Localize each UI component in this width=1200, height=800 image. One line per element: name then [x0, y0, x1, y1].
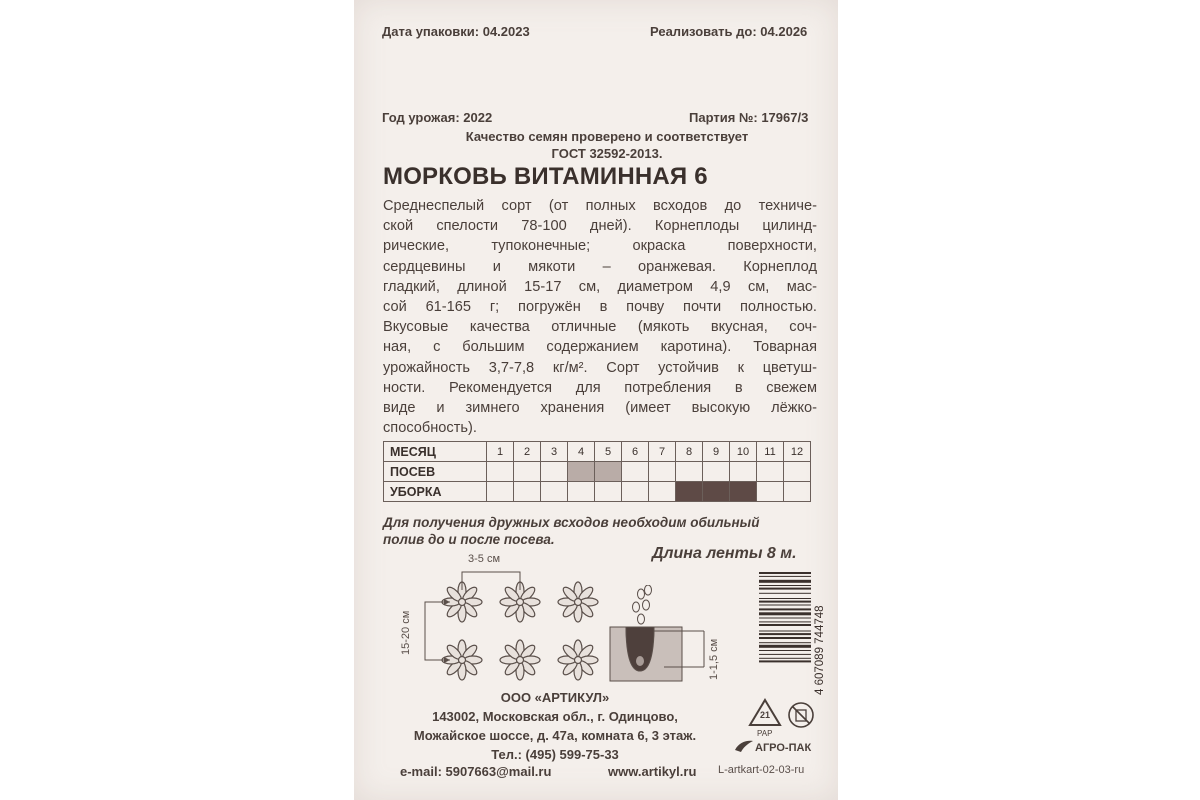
description-line: Вкусовые качества отличные (мякоть вкусная, соч- — [383, 319, 817, 336]
description-line: способность). — [383, 420, 477, 437]
sowing-month-cell — [784, 462, 811, 482]
watering-note-line2: полив до и после посева. — [383, 532, 555, 547]
plant-icon — [558, 582, 598, 622]
sowing-month-cell — [487, 462, 514, 482]
calendar-harvest-row — [384, 482, 811, 502]
harvest-year: Год урожая: 2022 — [382, 110, 493, 125]
month-cell: 9 — [703, 442, 730, 462]
sowing-month-cell — [568, 462, 595, 482]
description-line: ской спелости 78-100 дней). Корнеплоды цилинд- — [383, 218, 817, 235]
sowing-month-cell — [514, 462, 541, 482]
month-cell: 11 — [757, 442, 784, 462]
barcode-digits: 4 607089 744748 — [814, 605, 826, 695]
description-line: гладкий, длиной 15-17 см, диаметром 4,9 см, мас- — [383, 278, 817, 295]
harvest-header: УБОРКА — [384, 482, 487, 502]
company-website: www.artikyl.ru — [608, 764, 697, 779]
barcode-bar — [759, 588, 811, 590]
month-cell: 6 — [622, 442, 649, 462]
row-spacing-label: 15-20 см — [400, 610, 412, 655]
barcode-bar — [759, 572, 811, 574]
month-cell: 4 — [568, 442, 595, 462]
sowing-calendar — [383, 441, 811, 502]
month-cell: 10 — [730, 442, 757, 462]
harvest-month-cell — [703, 482, 730, 502]
company-address-line1: 143002, Московская обл., г. Одинцово, — [432, 709, 678, 724]
recycle-code: PAP — [757, 729, 773, 738]
barcode-bar — [759, 645, 811, 648]
barcode-bar — [759, 576, 811, 577]
barcode-bar — [759, 608, 811, 610]
description-line: виде и зимнего хранения (имеет высокую лёжко- — [383, 399, 817, 416]
harvest-month-cell — [595, 482, 622, 502]
pack-date: Дата упаковки: 04.2023 — [382, 24, 530, 39]
barcode-bar — [759, 624, 811, 626]
article-code: L-artkart-02-03-ru — [718, 764, 805, 776]
company-phone: Тел.: (495) 599-75-33 — [491, 747, 619, 762]
month-header: МЕСЯЦ — [384, 442, 487, 462]
planting-scheme-diagram — [395, 550, 625, 690]
harvest-month-cell — [676, 482, 703, 502]
agro-pak-label: АГРО-ПАК — [755, 742, 812, 754]
sowing-month-cell — [541, 462, 568, 482]
harvest-month-cell — [757, 482, 784, 502]
sowing-month-cell — [649, 462, 676, 482]
month-cell: 2 — [514, 442, 541, 462]
barcode-bar — [759, 658, 811, 659]
sowing-month-cell — [595, 462, 622, 482]
harvest-month-cell — [784, 482, 811, 502]
month-cell: 1 — [487, 442, 514, 462]
harvest-month-cell — [649, 482, 676, 502]
plant-icon — [558, 640, 598, 680]
sowing-month-cell — [703, 462, 730, 482]
barcode-bar — [759, 654, 811, 655]
description-line: ности. Рекомендуется для потребления в свежем — [383, 379, 817, 396]
sowing-month-cell — [757, 462, 784, 482]
quality-statement-line2: ГОСТ 32592-2013. — [551, 146, 663, 161]
calendar-sowing-row — [384, 462, 811, 482]
harvest-month-cell — [541, 482, 568, 502]
barcode-bar — [759, 601, 811, 603]
company-address-line2: Можайское шоссе, д. 47а, комната 6, 3 этаж. — [413, 728, 697, 743]
sowing-month-cell — [622, 462, 649, 482]
harvest-month-cell — [730, 482, 757, 502]
sowing-month-cell — [730, 462, 757, 482]
no-litter-icon — [786, 700, 816, 730]
month-cell: 12 — [784, 442, 811, 462]
agro-pak-logo-icon — [733, 738, 755, 754]
plant-spacing-label: 3-5 см — [468, 553, 501, 565]
watering-note-line1: Для получения дружных всходов необходим обильный — [383, 515, 760, 530]
plant-icon — [500, 640, 540, 680]
product-title: МОРКОВЬ ВИТАМИННАЯ 6 — [383, 163, 708, 190]
month-cell: 3 — [541, 442, 568, 462]
company-email: e-mail: 5907663@mail.ru — [400, 764, 552, 779]
calendar-month-row — [384, 442, 811, 462]
recycle-number: 21 — [760, 710, 771, 720]
barcode-bar — [759, 631, 811, 632]
month-cell: 5 — [595, 442, 622, 462]
tape-length: Длина ленты 8 м. — [652, 545, 797, 562]
sowing-depth-label: 1-1,5 см — [708, 638, 720, 680]
barcode-bar — [759, 612, 811, 615]
barcode-bar — [759, 642, 811, 643]
batch-number: Партия №: 17967/3 — [689, 110, 809, 125]
description-line: Среднеспелый сорт (от полных всходов до техниче- — [383, 198, 817, 214]
description-line: ная, с большим содержанием каротина). Товарная — [383, 339, 817, 356]
quality-statement-line1: Качество семян проверено и соответствует — [465, 129, 749, 144]
barcode-bar — [759, 605, 811, 606]
barcode-bar — [759, 580, 811, 583]
barcode-bar — [759, 585, 811, 586]
barcode-bar — [759, 618, 811, 619]
barcode-bar — [759, 598, 811, 599]
barcode-bar — [759, 650, 811, 651]
sell-by-date: Реализовать до: 04.2026 — [650, 24, 808, 39]
harvest-month-cell — [487, 482, 514, 502]
description-line: сой 61-165 г; погружён в почву почти полностью. — [383, 298, 817, 315]
harvest-month-cell — [514, 482, 541, 502]
product-description — [383, 196, 817, 438]
description-line: рические, тупоконечные; окраска поверхности, — [383, 238, 817, 255]
barcode-bar — [759, 637, 811, 639]
barcode-bar — [759, 660, 811, 662]
description-line: урожайность 3,7-7,8 кг/м². Сорт устойчив к цветуш- — [383, 359, 817, 376]
harvest-month-cell — [622, 482, 649, 502]
barcode-bar — [759, 593, 811, 594]
barcode-bar — [759, 621, 811, 622]
description-line: сердцевины и мякоти – оранжевая. Корнеплод — [383, 258, 817, 275]
sowing-month-cell — [676, 462, 703, 482]
company-name: ООО «АРТИКУЛ» — [500, 690, 610, 705]
harvest-month-cell — [568, 482, 595, 502]
sowing-header: ПОСЕВ — [384, 462, 487, 482]
month-cell: 8 — [676, 442, 703, 462]
barcode-bar — [759, 633, 811, 635]
month-cell: 7 — [649, 442, 676, 462]
sowing-depth-diagram — [608, 585, 718, 685]
